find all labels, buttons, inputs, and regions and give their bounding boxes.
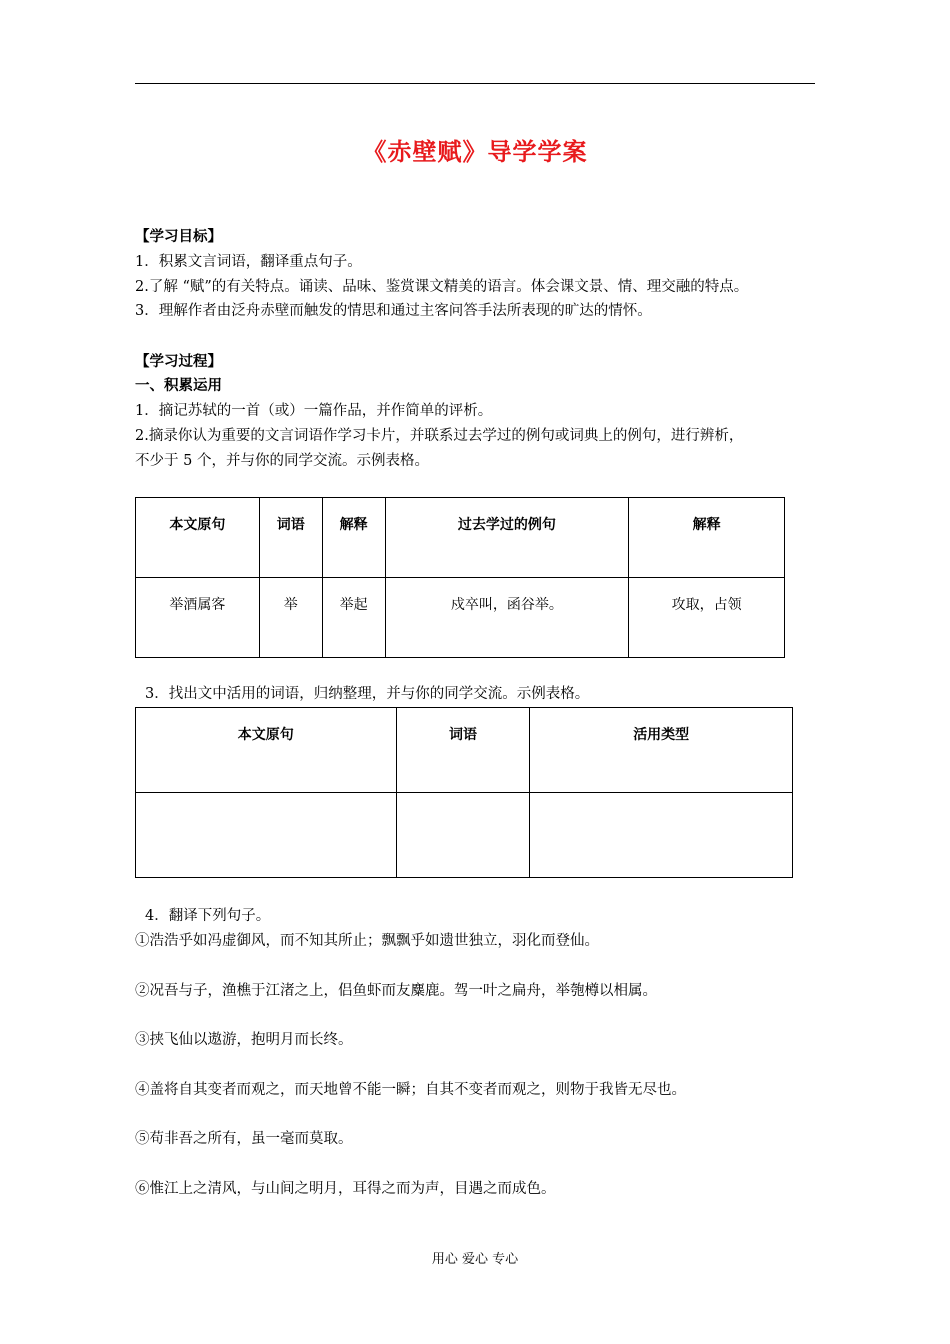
section-1-heading: 一、积累运用 (135, 378, 222, 394)
process-item-1: 1．摘记苏轼的一首（或）一篇作品，并作简单的评析。 (135, 403, 493, 419)
item-3-text: 3．找出文中活用的词语，归纳整理，并与你的同学交流。示例表格。 (145, 686, 590, 702)
vocab-table (135, 497, 785, 658)
item-4-heading: 4．翻译下列句子。 (145, 908, 271, 924)
process-heading: 【学习过程】 (135, 354, 222, 370)
page-title: 《赤壁赋》导学学案 (362, 138, 588, 166)
table-header-row (136, 708, 793, 793)
sentence-1: ①浩浩乎如冯虚御风，而不知其所止；飘飘乎如遗世独立，羽化而登仙。 (135, 933, 599, 949)
header-cell: 解释 (629, 498, 785, 578)
table-cell (396, 793, 530, 878)
table-cell: 举酒属客 (136, 578, 260, 658)
table-cell (530, 793, 793, 878)
table-cell (136, 793, 397, 878)
header-cell: 词语 (396, 708, 530, 793)
header-cell: 本文原句 (136, 708, 397, 793)
header-cell: 词语 (259, 498, 322, 578)
header-cell: 过去学过的例句 (385, 498, 629, 578)
header-cell: 活用类型 (530, 708, 793, 793)
header-cell: 解释 (322, 498, 385, 578)
sentence-3: ③挟飞仙以遨游，抱明月而长终。 (135, 1032, 353, 1048)
table-cell: 攻取，占领 (629, 578, 785, 658)
sentence-5: ⑤苟非吾之所有，虽一毫而莫取。 (135, 1131, 353, 1147)
sentence-4: ④盖将自其变者而观之，而天地曾不能一瞬；自其不变者而观之，则物于我皆无尽也。 (135, 1082, 686, 1098)
goal-item-3: 3．理解作者由泛舟赤壁而触发的情思和通过主客问答手法所表现的旷达的情怀。 (135, 303, 652, 319)
process-item-2-line-2: 不少于 5 个，并与你的同学交流。示例表格。 (135, 453, 429, 469)
table-cell: 举 (259, 578, 322, 658)
header-rule (135, 83, 815, 84)
sentence-2: ②况吾与子，渔樵于江渚之上，侣鱼虾而友麋鹿。驾一叶之扁舟，举匏樽以相属。 (135, 983, 657, 999)
table-row (136, 793, 793, 878)
table-row (136, 578, 785, 658)
process-item-2-line-1: 2.摘录你认为重要的文言词语作学习卡片，并联系过去学过的例句或词典上的例句，进行辨析， (135, 428, 744, 444)
page-footer: 用心 爱心 专心 (431, 1252, 519, 1267)
goal-item-2: 2.了解 “赋”的有关特点。诵读、品味、鉴赏课文精美的语言。体会课文景、情、理交融的特点。 (135, 279, 749, 295)
goals-heading: 【学习目标】 (135, 229, 222, 245)
sentence-6: ⑥惟江上之清风，与山间之明月，耳得之而为声，目遇之而成色。 (135, 1181, 556, 1197)
table-cell: 戍卒叫，函谷举。 (385, 578, 629, 658)
goal-item-1: 1．积累文言词语，翻译重点句子。 (135, 254, 362, 270)
table-header-row (136, 498, 785, 578)
table-cell: 举起 (322, 578, 385, 658)
usage-table (135, 707, 793, 878)
header-cell: 本文原句 (136, 498, 260, 578)
